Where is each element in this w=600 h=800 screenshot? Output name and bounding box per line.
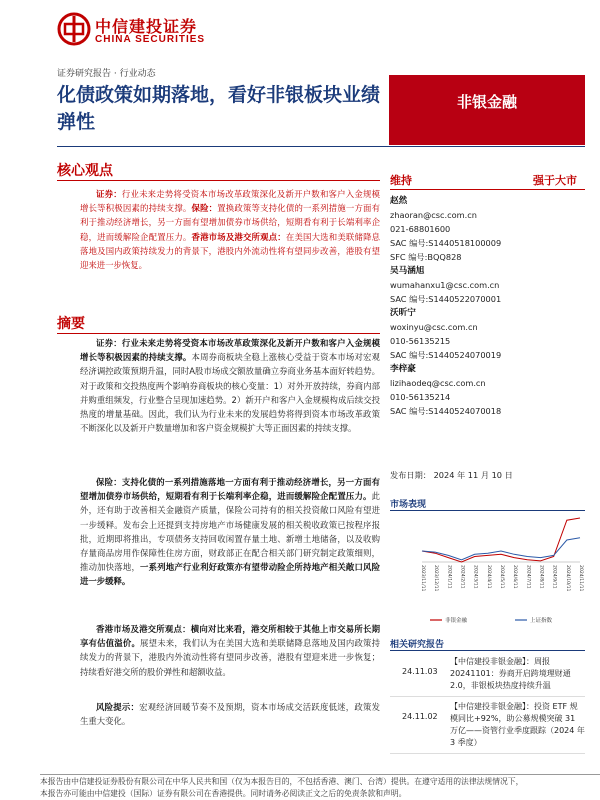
core-label-securities: 证券： xyxy=(96,189,122,199)
x-tick-label: 2024/10/11 xyxy=(564,565,570,592)
core-label-insurance: 保险： xyxy=(191,203,218,214)
page-title: 化债政策如期落地，看好非银板块业绩弹性 xyxy=(57,84,381,133)
analyst-2 xyxy=(390,264,585,306)
x-tick-label: 2023/11/11 xyxy=(420,565,425,592)
publish-label: 发布日期： xyxy=(390,470,431,480)
analyst-4 xyxy=(390,362,585,418)
rating-label: 维持 xyxy=(390,174,412,187)
related-row[interactable] xyxy=(390,652,585,697)
risk-label: 风险提示： xyxy=(96,702,140,712)
logo-name-cn: 中信建投证券 xyxy=(95,17,198,36)
legend-label: 非银金融 xyxy=(445,618,468,624)
logo-mark-icon xyxy=(57,12,91,46)
analyst-sac: SAC 编号:S1440524070018 xyxy=(390,406,502,416)
analyst-sac: SAC 编号:S1440522070001 xyxy=(390,294,502,304)
related-row[interactable] xyxy=(390,697,585,754)
analyst-phone: 010-56135214 xyxy=(390,392,451,402)
publish-value: 2024 年 11 月 10 日 xyxy=(433,470,513,480)
analyst-email[interactable]: wumahanxu1@csc.com.cn xyxy=(390,280,500,290)
summary-p3-text: 展望未来，我们认为在美国大选和美联储降息落地及国内政策持续发力的背景下，港股内外流动性将有望同步改善，港股有望迎来进一步恢复；持续看好港交所的股价弹性和超额收益。 xyxy=(80,638,381,677)
summary-p2-text: 此外，还有助于改善相关金融资产质量，保险公司持有的相关投资敞口风险有望进一步缓释。发布会上还提到支持房地产市场健康发展的相关税收政策已按程序报批，近期即将推出，专项债务支持回收闲置存量土地、新增土地储备，以及收购存量商品房用作保障性住房方面，财政部正在配合相关部门研究制定政策细则，推动加快落地， xyxy=(80,491,380,573)
related-divider xyxy=(390,650,585,651)
summary-p2-bold: 保险：支持化债的一系列措施落地一方面有利于推动经济增长，另一方面有望增加债券市场供给，短期看有利于长端利率企稳，进而缓解险企配置压力。 xyxy=(80,477,380,502)
footer-line-1: 本报告由中信建投证券股份有限公司在中华人民共和国（仅为本报告目的，不包括香港、澳门、台湾）提供。在遵守适用的法律法规情况下， xyxy=(40,777,524,786)
summary-p1-text: 本周券商板块全稳上涨核心受益于资本市场对宏观经济调控政策预期升温，同时A股市场成交额放量确立券商业务基本面好转趋势。对于政策和交投热度两个影响券商板块的核心变量：1）对外开放持续，券商内部并购重组频发，行业整合呈现加速趋势。2）新开户和客户入金规模构成后续交投热度的增量基础。因此，我们认为行业未来的发展趋势将得到资本市场改革政策不断深化以及新开户数量增加和客户资金规模扩大等正面因素的持续支撑。 xyxy=(80,352,381,434)
analyst-name: 李梓豪 xyxy=(390,364,416,374)
x-tick-label: 2024/3/11 xyxy=(472,565,478,589)
related-title[interactable]: 【中信建投非银金融】：投资 ETF 规模同比+92%，助公募规模突破 31 万亿——资管行业季度跟踪（2024 年 3 季度） xyxy=(450,702,585,747)
analyst-email[interactable]: lizihaodeq@csc.com.cn xyxy=(390,378,486,388)
disclaimer-footer xyxy=(40,776,600,800)
risk-paragraph xyxy=(80,700,380,728)
rating-box xyxy=(390,168,585,190)
summary-p1-bold: 证券：行业未来走势将受资本市场改革政策深化及新开户数和客户入金规模增长等积极因素的持续支撑。 xyxy=(80,338,380,363)
core-paragraph xyxy=(80,187,380,272)
related-heading: 相关研究报告 xyxy=(390,640,445,650)
core-text-securities: 行业未来走势将受资本市场改革政策深化及新开户数和客户入金规模增长等积极因素的持续支撑。 xyxy=(80,189,381,214)
x-tick-label: 2024/4/11 xyxy=(485,565,491,589)
core-text-hk: 在美国大选和美联储降息落地及国内政策持续发力的背景下，港股内外流动性将有望同步改善，港股有望迎来进一步恢复。 xyxy=(80,231,381,271)
x-tick-label: 2024/9/11 xyxy=(551,565,557,589)
risk-text: 宏观经济回暖节奏不及预期，资本市场成交活跃度低迷，政策发生重大变化。 xyxy=(80,702,381,727)
x-tick-label: 2024/7/11 xyxy=(525,565,531,589)
analyst-1 xyxy=(390,194,585,264)
publish-date xyxy=(390,468,585,482)
footer-divider xyxy=(40,774,600,775)
analyst-3 xyxy=(390,306,585,362)
series-line-1 xyxy=(422,518,580,562)
market-chart xyxy=(390,512,585,630)
related-date: 24.11.03 xyxy=(402,667,438,676)
legend-label: 上证指数 xyxy=(530,618,553,624)
analyst-phone: 010-56135215 xyxy=(390,336,451,346)
analyst-email[interactable]: zhaoran@csc.com.cn xyxy=(390,210,477,220)
analyst-sac: SAC 编号:S1440518100009 xyxy=(390,238,502,248)
x-tick-label: 2024/8/11 xyxy=(538,565,544,589)
company-logo xyxy=(57,10,217,50)
analyst-name: 吴马涵旭 xyxy=(390,266,425,276)
summary-paragraph-3 xyxy=(80,622,380,679)
report-type: 证券研究报告 · 行业动态 xyxy=(57,69,156,79)
summary-p3-bold: 香港市场及港交所观点：横向对比来看，港交所相较于其他上市交易所长期享有估值溢价。 xyxy=(80,624,380,649)
title-divider xyxy=(57,146,585,147)
sector-badge: 非银金融 xyxy=(389,75,585,145)
rating-value: 强于大市 xyxy=(533,174,577,187)
related-title[interactable]: 【中信建投非银金融】：周报 20241101：券商开启跨境理财通 2.0，非银板块热度持续升温 xyxy=(450,657,571,690)
market-heading: 市场表现 xyxy=(390,500,427,510)
analyst-sac: SAC 编号:S1440524070019 xyxy=(390,350,502,360)
analyst-name: 赵然 xyxy=(390,196,408,206)
core-heading: 核心观点 xyxy=(57,163,113,179)
x-tick-label: 2024/2/11 xyxy=(459,565,465,589)
summary-heading: 摘要 xyxy=(57,316,85,332)
x-tick-label: 2024/11/11 xyxy=(578,565,583,592)
x-tick-label: 2023/12/11 xyxy=(433,565,439,592)
x-tick-label: 2024/6/11 xyxy=(512,565,518,589)
analyst-email[interactable]: woxinyu@csc.com.cn xyxy=(390,322,478,332)
analyst-sfc: SFC 编号:BQQ828 xyxy=(390,252,462,262)
analyst-name: 沃昕宁 xyxy=(390,308,416,318)
market-divider xyxy=(390,510,585,511)
summary-divider xyxy=(57,333,380,334)
core-label-hk: 香港市场及港交所观点： xyxy=(191,231,286,242)
x-tick-label: 2024/5/11 xyxy=(499,565,504,589)
summary-paragraph-1 xyxy=(80,336,380,435)
related-date: 24.11.02 xyxy=(402,712,438,721)
core-text-insurance: 置换政策等支持化债的一系列措施一方面有利于推动经济增长，另一方面有望增加债券市场供给，短期看有利于长端利率企稳，进而缓解险企配置压力。 xyxy=(80,203,381,242)
summary-paragraph-2 xyxy=(80,475,380,589)
logo-name-en: CHINA SECURITIES xyxy=(95,34,206,45)
summary-p2-bold2: 一系列地产行业利好政策亦有望带动险企所持地产相关敞口风险进一步缓释。 xyxy=(80,562,381,587)
analyst-list xyxy=(390,194,585,418)
analyst-phone: 021-68801600 xyxy=(390,224,451,234)
related-reports xyxy=(390,652,585,754)
x-tick-label: 2024/1/11 xyxy=(446,565,452,589)
core-divider xyxy=(57,180,380,181)
footer-line-2: 本报告亦可能由中信建投（国际）证券有限公司在香港提供。同时请务必阅读正文之后的免责条款和声明。 xyxy=(40,789,407,798)
